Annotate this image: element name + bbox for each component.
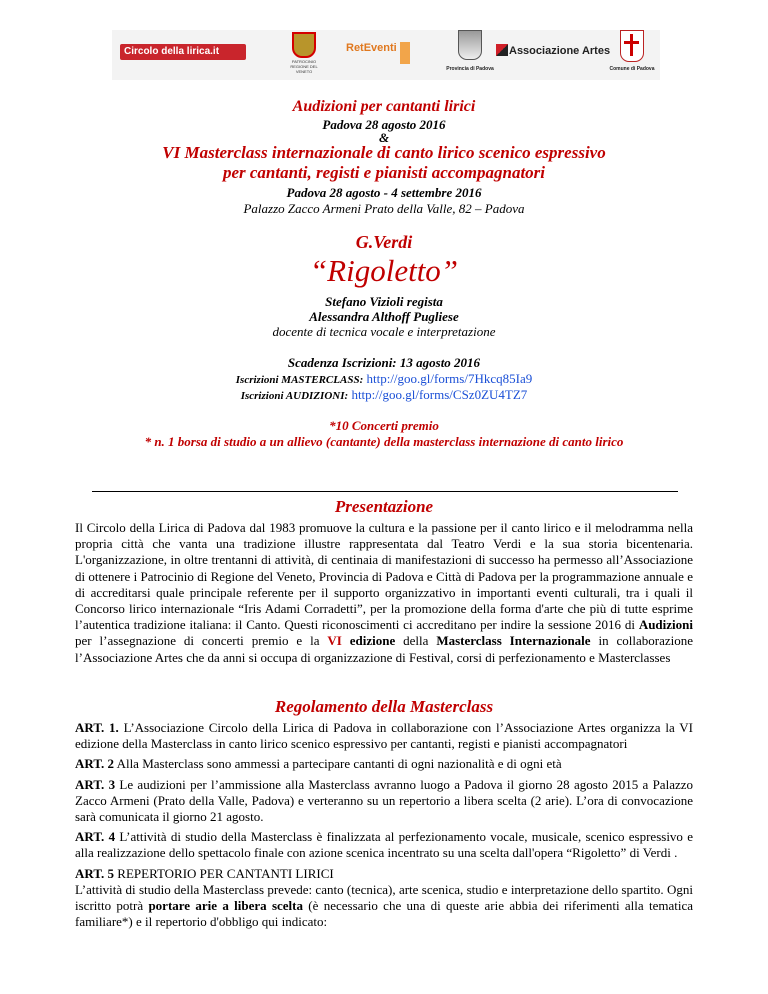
sponsor-logos <box>112 30 660 80</box>
teacher-role: docente di tecnica vocale e interpretazione <box>272 324 496 339</box>
article-5-heading: ART. 5 REPERTORIO PER CANTANTI LIRICI <box>75 865 334 881</box>
masterclass-registration: Iscrizioni MASTERCLASS: http://goo.gl/forms/7Hkcq85Ia9 <box>235 371 533 386</box>
circolo-lirica-logo: Circolo della lirica.it <box>120 44 246 60</box>
teacher: Alessandra Althoff Pugliese <box>309 309 459 324</box>
provincia-padova-logo: Provincia di Padova <box>440 30 500 72</box>
presentazione-paragraph: Il Circolo della Lirica di Padova dal 1983 promuove la cultura e la passione per il canto lirico e il melodramma nella propria città che vanta una tradizione illustre rappresentata dal Teatro Verdi e la sua storia bicentenaria. L'organizzazione, in oltre trentanni di attività, di centinaia di manifestazioni di successo ha permesso all’Associazione di ottenere i Patrocinio di Regione del Veneto, Provincia di Padova e Città di Padova per la programmazione annuale e di accreditarsi quale principale referente per il supporto organizzativo in importanti eventi culturali, tra i quali il Concorso lirico internazionale “Iris Adami Corradetti”, per la promozione della forma d'arte che più di tutte esprime l’autentica tradizione italiana: il Canto. Questi riconoscimenti ci accreditano per indire la sessione 2016 di Audizioni per l’assegnazione di concerti premio e la VI edizione della Masterclass Internazionale in collaborazione l’Associazione Artes che da anni si occupa di organizzazione di Festival, corsi di perfezionamento e Masterclasses <box>75 520 693 665</box>
opera-title: “Rigoletto” <box>309 253 459 288</box>
article-3: ART. 3 Le audizioni per l’ammissione alla Masterclass avranno luogo a Padova il giorno 28 agosto 2015 a Palazzo Zacco Armeni (Prato della Valle, Padova) e verteranno su un repertorio a libera scelta (2 arie). L’ora di convocazione sarà comunicata il giorno 21 agosto. <box>75 776 694 825</box>
prize-concerts: *10 Concerti premio <box>329 418 439 433</box>
article-2: ART. 2 Alla Masterclass sono ammessi a partecipare cantanti di ogni nazionalità e di ogni età <box>75 756 562 772</box>
article-5-text: L’attività di studio della Masterclass prevede: canto (tecnica), arte scenica, studio e interpretazione dello spartito. Ogni iscritto potrà portare arie a libera scelta (è necessario che una di queste arie abbia dei riferimenti alla tematica familiare*) e il repertorio d'obbligo qui indicato: <box>75 881 693 930</box>
masterclass-title-line2: per cantanti, registi e pianisti accompagnatori <box>222 163 546 182</box>
registration-deadline: Scadenza Iscrizioni: 13 agosto 2016 <box>287 355 481 370</box>
masterclass-title-line1: VI Masterclass internazionale di canto lirico scenico espressivo <box>162 143 606 162</box>
director: Stefano Vizioli regista <box>325 294 443 309</box>
comune-crest-icon <box>620 30 644 62</box>
presentazione-heading: Presentazione <box>334 497 434 516</box>
associazione-artes-logo: Associazione Artes <box>496 44 596 60</box>
lion-crest-icon <box>292 32 316 58</box>
artes-mark-icon <box>496 44 508 56</box>
composer: G.Verdi <box>355 232 413 252</box>
ampersand: & <box>378 130 390 145</box>
masterclass-form-link[interactable]: http://goo.gl/forms/7Hkcq85Ia9 <box>366 371 533 386</box>
audizioni-title: Audizioni per cantanti lirici <box>292 98 476 115</box>
reteventi-logo: RetEventi <box>346 42 412 64</box>
article-4: ART. 4 L’attività di studio della Masterclass è finalizzata al perfezionamento vocale, musicale, scenico espressivo e alla realizzazione dello spettacolo finale con azione scenica incentrato su una scelta dall'opera “Rigoletto” di Verdi . <box>75 829 693 861</box>
audizioni-registration: Iscrizioni AUDIZIONI: http://goo.gl/forms/CSz0ZU4TZ7 <box>240 387 528 402</box>
venue: Palazzo Zacco Armeni Prato della Valle, 82 – Padova <box>243 201 525 216</box>
regione-veneto-logo: PATROCINIO REGIONE DEL VENETO <box>284 32 324 76</box>
regolamento-heading: Regolamento della Masterclass <box>274 697 494 716</box>
regolamento-articles <box>75 720 693 930</box>
audizioni-date: Padova 28 agosto 2016 <box>322 117 446 132</box>
masterclass-dates: Padova 28 agosto - 4 settembre 2016 <box>286 185 482 200</box>
divider <box>92 491 678 492</box>
prize-scholarship: * n. 1 borsa di studio a un allievo (cantante) della masterclass internazione di canto lirico <box>144 434 624 449</box>
comune-padova-logo: Comune di Padova <box>604 30 660 72</box>
provincia-crest-icon <box>458 30 482 60</box>
article-1: ART. 1. L’Associazione Circolo della Lirica di Padova in collaborazione con l’Associazione Artes organizza la VI edizione della Masterclass in canto lirico scenico espressivo per cantanti, registi e pianisti accompagnatori <box>75 720 693 752</box>
audizioni-form-link[interactable]: http://goo.gl/forms/CSz0ZU4TZ7 <box>351 387 528 402</box>
